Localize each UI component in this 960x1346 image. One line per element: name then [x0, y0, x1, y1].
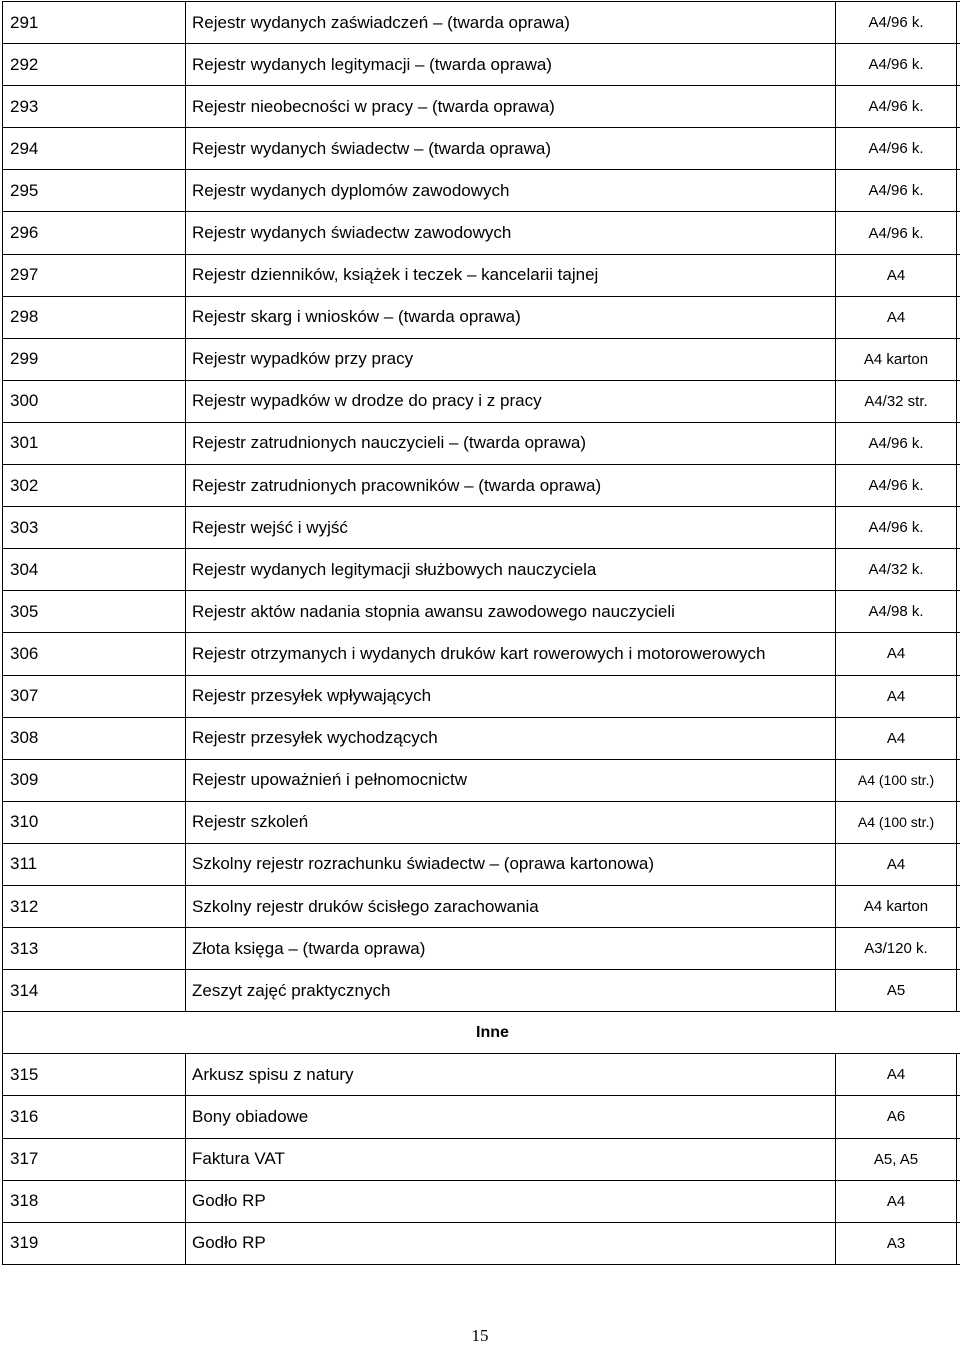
empty-cell [957, 717, 960, 759]
row-name: Bony obiadowe [186, 1096, 836, 1138]
empty-cell [957, 885, 960, 927]
row-number: 306 [3, 633, 186, 675]
row-number: 307 [3, 675, 186, 717]
row-name: Zeszyt zajęć praktycznych [186, 970, 836, 1012]
row-format: A6 [836, 1096, 957, 1138]
table-row [3, 507, 960, 549]
row-name: Rejestr wydanych legitymacji – (twarda oprawa) [186, 44, 836, 86]
row-format: A4/96 k. [836, 465, 957, 507]
table-row [3, 885, 960, 927]
row-format: A4 [836, 1054, 957, 1096]
row-number: 313 [3, 928, 186, 970]
row-name: Rejestr szkoleń [186, 801, 836, 843]
row-name: Rejestr skarg i wniosków – (twarda oprawa) [186, 296, 836, 338]
table-row [3, 2, 960, 44]
row-name: Rejestr zatrudnionych nauczycieli – (twarda oprawa) [186, 422, 836, 464]
row-number: 299 [3, 338, 186, 380]
row-format: A4 karton [836, 338, 957, 380]
table-row [3, 675, 960, 717]
table-row [3, 128, 960, 170]
empty-cell [957, 1222, 960, 1264]
row-number: 297 [3, 254, 186, 296]
row-number: 294 [3, 128, 186, 170]
row-number: 291 [3, 2, 186, 44]
row-format: A5 [836, 970, 957, 1012]
table-row [3, 1180, 960, 1222]
table-row [3, 928, 960, 970]
row-number: 319 [3, 1222, 186, 1264]
row-format: A4 (100 str.) [836, 801, 957, 843]
row-name: Rejestr upoważnień i pełnomocnictw [186, 759, 836, 801]
row-format: A4 [836, 633, 957, 675]
empty-cell [957, 86, 960, 128]
empty-cell [957, 44, 960, 86]
empty-cell [957, 212, 960, 254]
empty-cell [957, 465, 960, 507]
row-name: Arkusz spisu z natury [186, 1054, 836, 1096]
table-row [3, 759, 960, 801]
row-number: 310 [3, 801, 186, 843]
row-number: 303 [3, 507, 186, 549]
row-number: 300 [3, 380, 186, 422]
table-row [3, 1054, 960, 1096]
row-number: 302 [3, 465, 186, 507]
row-format: A4 [836, 254, 957, 296]
empty-cell [957, 128, 960, 170]
empty-cell [957, 759, 960, 801]
row-format: A4 karton [836, 885, 957, 927]
empty-cell [957, 843, 960, 885]
table-row [3, 296, 960, 338]
row-name: Rejestr zatrudnionych pracowników – (twarda oprawa) [186, 465, 836, 507]
table-row [3, 549, 960, 591]
row-number: 292 [3, 44, 186, 86]
row-name: Szkolny rejestr rozrachunku świadectw – (oprawa kartonowa) [186, 843, 836, 885]
row-name: Rejestr wydanych świadectw zawodowych [186, 212, 836, 254]
row-name: Faktura VAT [186, 1138, 836, 1180]
empty-cell [957, 1180, 960, 1222]
row-format: A4/96 k. [836, 422, 957, 464]
empty-cell [957, 338, 960, 380]
table-row [3, 170, 960, 212]
table-row [3, 254, 960, 296]
empty-cell [957, 1054, 960, 1096]
row-number: 318 [3, 1180, 186, 1222]
table-row [3, 970, 960, 1012]
row-name: Rejestr aktów nadania stopnia awansu zawodowego nauczycieli [186, 591, 836, 633]
row-number: 309 [3, 759, 186, 801]
row-format: A4 [836, 717, 957, 759]
table-row [3, 380, 960, 422]
empty-cell [957, 928, 960, 970]
row-name: Szkolny rejestr druków ścisłego zarachowania [186, 885, 836, 927]
row-format: A4 [836, 1180, 957, 1222]
document-table [2, 1, 960, 1265]
empty-cell [957, 591, 960, 633]
empty-cell [957, 507, 960, 549]
row-name: Rejestr otrzymanych i wydanych druków kart rowerowych i motorowerowych [186, 633, 836, 675]
row-format: A4/98 k. [836, 591, 957, 633]
table-row [3, 1138, 960, 1180]
row-number: 296 [3, 212, 186, 254]
row-name: Godło RP [186, 1180, 836, 1222]
empty-cell [957, 970, 960, 1012]
table-row [3, 1096, 960, 1138]
row-name: Rejestr nieobecności w pracy – (twarda oprawa) [186, 86, 836, 128]
empty-cell [957, 422, 960, 464]
table-row [3, 801, 960, 843]
row-number: 301 [3, 422, 186, 464]
row-name: Godło RP [186, 1222, 836, 1264]
row-format: A4 [836, 296, 957, 338]
table-row [3, 86, 960, 128]
row-name: Rejestr wydanych dyplomów zawodowych [186, 170, 836, 212]
row-format: A4/96 k. [836, 44, 957, 86]
row-name: Rejestr wejść i wyjść [186, 507, 836, 549]
row-number: 317 [3, 1138, 186, 1180]
row-format: A4 [836, 843, 957, 885]
row-name: Rejestr dzienników, książek i teczek – kancelarii tajnej [186, 254, 836, 296]
empty-cell [957, 675, 960, 717]
row-number: 295 [3, 170, 186, 212]
row-format: A3/120 k. [836, 928, 957, 970]
row-name: Rejestr wypadków przy pracy [186, 338, 836, 380]
table-row [3, 338, 960, 380]
row-format: A4/32 k. [836, 549, 957, 591]
table-row [3, 633, 960, 675]
row-number: 312 [3, 885, 186, 927]
empty-cell [957, 801, 960, 843]
section-row [3, 1012, 960, 1054]
empty-cell [957, 633, 960, 675]
table-row [3, 1222, 960, 1264]
row-number: 293 [3, 86, 186, 128]
row-number: 311 [3, 843, 186, 885]
row-format: A4/32 str. [836, 380, 957, 422]
empty-cell [957, 296, 960, 338]
row-name: Rejestr wydanych zaświadczeń – (twarda oprawa) [186, 2, 836, 44]
row-number: 316 [3, 1096, 186, 1138]
section-header: Inne [3, 1012, 960, 1054]
table-row [3, 465, 960, 507]
row-name: Rejestr przesyłek wychodzących [186, 717, 836, 759]
table-row [3, 843, 960, 885]
table-row [3, 591, 960, 633]
empty-cell [957, 170, 960, 212]
row-number: 298 [3, 296, 186, 338]
row-format: A4/96 k. [836, 212, 957, 254]
row-number: 308 [3, 717, 186, 759]
row-format: A4/96 k. [836, 86, 957, 128]
row-name: Rejestr przesyłek wpływających [186, 675, 836, 717]
row-name: Rejestr wydanych legitymacji służbowych nauczyciela [186, 549, 836, 591]
row-name: Rejestr wydanych świadectw – (twarda oprawa) [186, 128, 836, 170]
row-name: Złota księga – (twarda oprawa) [186, 928, 836, 970]
row-format: A4/96 k. [836, 2, 957, 44]
table-row [3, 212, 960, 254]
row-number: 314 [3, 970, 186, 1012]
row-format: A4 [836, 675, 957, 717]
row-number: 315 [3, 1054, 186, 1096]
table-row [3, 422, 960, 464]
empty-cell [957, 254, 960, 296]
row-name: Rejestr wypadków w drodze do pracy i z pracy [186, 380, 836, 422]
table-row [3, 44, 960, 86]
row-format: A3 [836, 1222, 957, 1264]
page-number: 15 [0, 1326, 960, 1346]
row-format: A4/96 k. [836, 170, 957, 212]
row-number: 304 [3, 549, 186, 591]
empty-cell [957, 1096, 960, 1138]
row-format: A4/96 k. [836, 128, 957, 170]
empty-cell [957, 380, 960, 422]
empty-cell [957, 1138, 960, 1180]
row-number: 305 [3, 591, 186, 633]
row-format: A4 (100 str.) [836, 759, 957, 801]
table-row [3, 717, 960, 759]
row-format: A4/96 k. [836, 507, 957, 549]
row-format: A5, A5 [836, 1138, 957, 1180]
empty-cell [957, 2, 960, 44]
empty-cell [957, 549, 960, 591]
